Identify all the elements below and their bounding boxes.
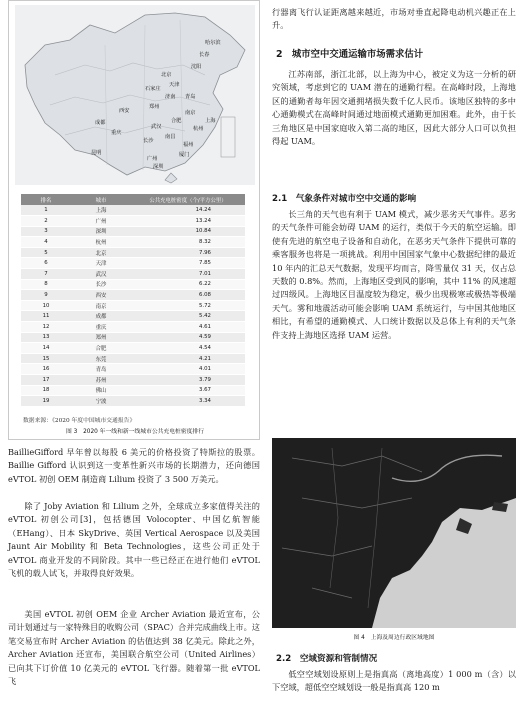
rank-cell: 9 (21, 290, 71, 301)
density-cell: 4.01 (131, 364, 245, 375)
density-cell: 4.54 (131, 343, 245, 354)
rank-cell: 2 (21, 216, 71, 227)
paragraph: 长三角的天气也有利于 UAM 模式，减少恶劣天气事件。恶劣的天气条件可能会妨碍 UAM 的运行，类似于今天的航空运输。即使有先进的航空电子设备和自动化，在恶劣天气条件下提供可靠的乘客服务也将是一项挑战。利用中国国家气象中心数据纪律的最近 10 年内的汇总天气数据，发现平均而言，降雪量仅 31 天，仅占总天数的 0.8%。然而，上海地区受到风的影响，其中 11% 的风速超过四级风。上海地区目温度较为稳定，极少出现极寒或极热等极端天气。雾和地震活动可能会影响 UAM 系统运行，与中国其他地区相比，有希望的通勤模式、人口统计数据以及总体上有利的天气条件支持上海地区选择 UAM 运营。 (272, 209, 516, 340)
map-city-label: 昆明 (91, 150, 102, 156)
map-city-label: 长春 (199, 52, 210, 58)
map-city-label: 厦门 (179, 152, 190, 158)
map-city-label: 南京 (185, 110, 196, 116)
map-city-label: 济南 (165, 94, 176, 100)
density-cell: 8.32 (131, 237, 245, 248)
table-row (21, 396, 245, 407)
density-cell: 6.08 (131, 290, 245, 301)
map-city-label: 福州 (183, 142, 194, 148)
china-map-outline (15, 5, 255, 185)
rank-cell: 10 (21, 300, 71, 311)
paragraph: BaillieGifford 早年曾以每股 6 美元的价格投资了特斯拉的股票。Baillie Gifford 认识到这一变革性新兴市场的长期潜力，还向德国 eVTOL 初创 OEM 制造商 Lilium 投资了 3 500 万美元。 (8, 447, 260, 484)
rank-cell: 15 (21, 353, 71, 364)
density-cell: 4.21 (131, 353, 245, 364)
city-cell: 佛山 (71, 385, 131, 396)
city-cell: 天津 (71, 258, 131, 269)
map-city-label: 西安 (119, 108, 130, 114)
density-cell: 4.59 (131, 332, 245, 343)
city-cell: 西安 (71, 290, 131, 301)
charging-density-table (21, 194, 245, 407)
density-cell: 5.42 (131, 311, 245, 322)
density-cell: 3.34 (131, 396, 245, 407)
map-city-label: 合肥 (171, 118, 182, 124)
figure-4-caption: 图 4 上海及周边行政区域地图 (353, 635, 435, 641)
table-row (21, 385, 245, 396)
map-city-label: 郑州 (149, 104, 160, 110)
rank-cell: 4 (21, 237, 71, 248)
city-cell: 深圳 (71, 226, 131, 237)
rank-cell: 14 (21, 343, 71, 354)
rank-cell: 8 (21, 279, 71, 290)
map-city-label: 成都 (95, 120, 106, 126)
map-city-label: 武汉 (151, 124, 162, 130)
figure-3-caption: 图 3 2020 年一线和新一线城市公共充电桩密度排行 (65, 429, 205, 435)
map-city-label: 石家庄 (145, 86, 161, 92)
rank-cell: 1 (21, 205, 71, 216)
table-row (21, 226, 245, 237)
rank-cell: 7 (21, 269, 71, 280)
table-row (21, 258, 245, 269)
city-cell: 北京 (71, 247, 131, 258)
density-cell: 14.24 (131, 205, 245, 216)
table-row (21, 364, 245, 375)
table-row (21, 311, 245, 322)
city-cell: 东莞 (71, 353, 131, 364)
subsection-heading: 2.1 气象条件对城市空中交通的影响 (272, 194, 417, 204)
table-row (21, 343, 245, 354)
section-heading: 2 城市空中交通运输市场需求估计 (276, 49, 424, 60)
map-city-label: 青岛 (185, 94, 196, 100)
table-header: 城市 (71, 194, 131, 205)
figure-4-map (272, 438, 516, 628)
table-row (21, 205, 245, 216)
table-row (21, 290, 245, 301)
city-cell: 南京 (71, 300, 131, 311)
table-row (21, 322, 245, 333)
table-row (21, 353, 245, 364)
map-city-label: 沈阳 (191, 64, 202, 70)
figure-source-note: 数据来源：《2020 年度中国城市交通报告》 (23, 418, 136, 424)
map-city-label: 南昌 (165, 134, 176, 140)
city-cell: 宁波 (71, 396, 131, 407)
city-cell: 长沙 (71, 279, 131, 290)
table-row (21, 216, 245, 227)
rank-cell: 3 (21, 226, 71, 237)
density-cell: 3.79 (131, 375, 245, 386)
map-city-label: 广州 (147, 156, 158, 162)
density-cell: 3.67 (131, 385, 245, 396)
city-cell: 郑州 (71, 332, 131, 343)
city-cell: 成都 (71, 311, 131, 322)
map-city-label: 哈尔滨 (205, 40, 221, 46)
density-cell: 13.24 (131, 216, 245, 227)
table-header-row (21, 194, 245, 205)
rank-cell: 13 (21, 332, 71, 343)
density-cell: 7.01 (131, 269, 245, 280)
rank-cell: 16 (21, 364, 71, 375)
map-city-label: 上海 (205, 118, 216, 124)
rank-cell: 11 (21, 311, 71, 322)
density-cell: 7.96 (131, 247, 245, 258)
density-cell: 7.85 (131, 258, 245, 269)
map-city-label: 长沙 (143, 138, 154, 144)
table-header: 排名 (21, 194, 71, 205)
map-city-label: 北京 (161, 72, 172, 78)
density-cell: 10.84 (131, 226, 245, 237)
paragraph: 除了 Joby Aviation 和 Lilium 之外，全球成立多家值得关注的 eVTOL 初创公司[3]，包括德国 Volocopter、中国亿航智能（EHang）、日本 SkyDrive、英国 Vertical Aerospace 以及美国 Jaunt Air Mobility 和 Beta Technologies，这些公司正处于 eVTOL 商业开发的不同阶段。其中一些已经正在进行他们 eVTOL 飞机的载人试飞，并取得良好效果。 (8, 501, 260, 579)
city-cell: 上海 (71, 205, 131, 216)
city-cell: 杭州 (71, 237, 131, 248)
table-body (21, 205, 245, 406)
paragraph: 低空空域划设原则上是指真高（离地高度）1 000 m（含）以下空域，超低空空域划设一般是指真高 120 m (272, 669, 516, 693)
city-cell: 重庆 (71, 322, 131, 333)
rank-cell: 12 (21, 322, 71, 333)
table-row (21, 279, 245, 290)
subsection-heading: 2.2 空域资源和管制情况 (276, 654, 378, 664)
rank-cell: 6 (21, 258, 71, 269)
china-ev-charging-map (15, 5, 255, 185)
paragraph: 江苏南部，浙江北部，以上海为中心，被定义为这一分析的研究领域，考虑到它的 UAM 潜在的通勤行程。在高峰时段，上海地区的通勤者每年因交通拥堵损失数千亿人民币。该地区独特的多中心通勤模式在高峰时间通过地面模式通勤更加困难。此外，由于长三角地区是中国家庭收入第二高的地区，因此大部分人口可以负担得起 UAM。 (272, 69, 516, 147)
table-row (21, 332, 245, 343)
city-cell: 合肥 (71, 343, 131, 354)
table-row (21, 237, 245, 248)
density-cell: 5.72 (131, 300, 245, 311)
paragraph: 美国 eVTOL 初创 OEM 企业 Archer Aviation 最近宣布，公司计划通过与一家特殊目的收购公司（SPAC）合并完成曲线上市。这笔交易宣布时 Archer Aviation 的估值达到 38 亿美元。除此之外，Archer Aviation 还宣布，美国联合航空公司（United Airlines）已向其下订价值 10 亿美元的 eVTOL 飞行器。随着第一批 eVTOL 飞 (8, 609, 260, 687)
table-row (21, 375, 245, 386)
city-cell: 武汉 (71, 269, 131, 280)
map-city-label: 重庆 (111, 130, 122, 136)
figure-3 (8, 0, 260, 440)
table-row (21, 300, 245, 311)
map-city-label: 杭州 (193, 126, 204, 132)
table-row (21, 247, 245, 258)
city-cell: 广州 (71, 216, 131, 227)
table-header: 公共充电桩密度（个/平方公里） (131, 194, 245, 205)
density-cell: 6.22 (131, 279, 245, 290)
table-row (21, 269, 245, 280)
density-cell: 4.61 (131, 322, 245, 333)
city-cell: 苏州 (71, 375, 131, 386)
shanghai-region-map (272, 438, 516, 628)
rank-cell: 17 (21, 375, 71, 386)
rank-cell: 5 (21, 247, 71, 258)
rank-cell: 19 (21, 396, 71, 407)
map-city-label: 深圳 (153, 164, 164, 170)
rank-cell: 18 (21, 385, 71, 396)
city-cell: 青岛 (71, 364, 131, 375)
paragraph: 行器离飞行认证距离越来越近，市场对垂直起降电动机兴趣正在上升。 (272, 7, 516, 31)
map-city-label: 天津 (169, 82, 180, 88)
